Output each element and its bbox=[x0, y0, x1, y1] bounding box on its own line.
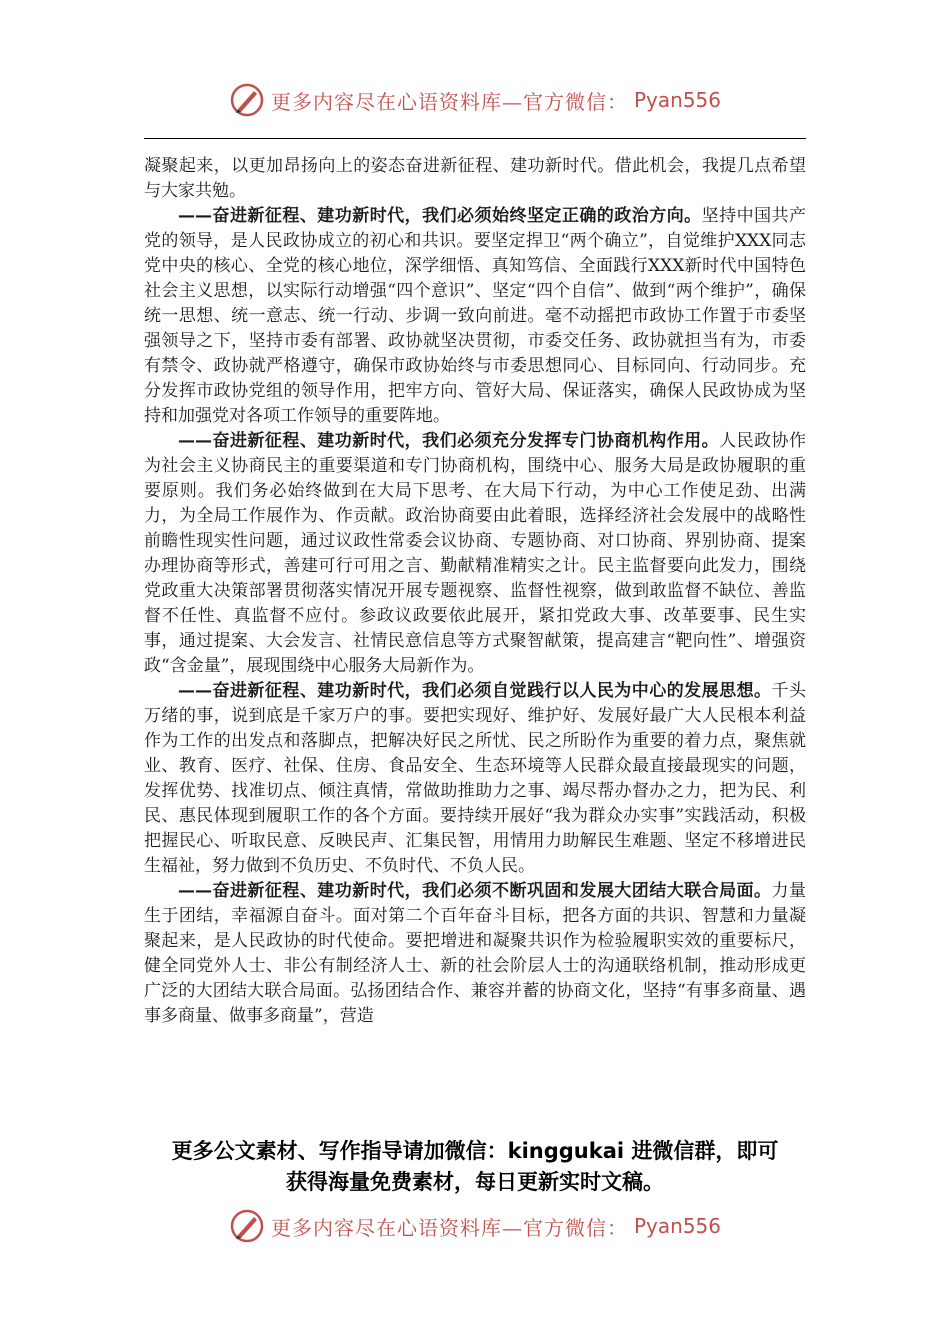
paragraph-heading: ——奋进新征程、建功新时代，我们必须不断巩固和发展大团结大联合局面。 bbox=[178, 881, 772, 901]
paragraph-body: 坚持中国共产党的领导，是人民政协成立的初心和共识。要坚定捍卫“两个确立”，自觉维护XXX同志党中央的核心、全党的核心地位，深学细悟、真知笃信、全面践行XXX新时代中国特色社会主义思想，以实际行动增强“四个意识”、坚定“四个自信”、做到“两个维护”，确保统一思想、统一意志、统一行动、步调一致向前进。毫不动摇把市政协工作置于市委坚强领导之下，坚持市委有部署、政协就坚决贯彻，市委交任务、政协就担当有为，市委有禁令、政协就严格遵守，确保市政协始终与市委思想同心、目标同向、行动同步。充分发挥市政协党组的领导作用，把牢方向、管好大局、保证落实，确保人民政协成为坚持和加强党对各项工作领导的重要阵地。 bbox=[144, 206, 807, 426]
header-divider bbox=[144, 138, 806, 139]
paragraph-heading: ——奋进新征程、建功新时代，我们必须充分发挥专门协商机构作用。 bbox=[178, 431, 720, 451]
header-banner bbox=[0, 82, 950, 118]
paragraph-political-direction bbox=[144, 204, 806, 429]
pen-logo-icon bbox=[229, 82, 265, 118]
paragraph-body: 力量生于团结，幸福源自奋斗。面对第二个百年奋斗目标，把各方面的共识、智慧和力量凝聚起来，是人民政协的时代使命。要把增进和凝聚共识作为检验履职实效的重要标尺，健全同党外人士、非公有制经济人士、新的社会阶层人士的沟通联络机制，推动形成更广泛的大团结大联合局面。弘扬团结合作、兼容并蓄的协商文化，坚持“有事多商量、遇事多商量、做事多商量”，营造 bbox=[144, 881, 807, 1026]
paragraph-body: 人民政协作为社会主义协商民主的重要渠道和专门协商机构，围绕中心、服务大局是政协履职的重要原则。我们务必始终做到在大局下思考、在大局下行动，为中心工作使足劲、出满力，为全局工作展作为、作贡献。政治协商要由此着眼，选择经济社会发展中的战略性前瞻性现实性问题，通过议政性常委会议协商、专题协商、对口协商、界别协商、提案办理协商等形式，善建可行可用之言、勤献精准精实之计。民主监督要向此发力，围绕党政重大决策部署贯彻落实情况开展专题视察、监督性视察，做到敢监督不缺位、善监督不任性、真监督不应付。参政议政要依此展开，紧扣党政大事、改革要事、民生实事，通过提案、大会发言、社情民意信息等方式聚智献策，提高建言“靶向性”、增强资政“含金量”，展现围绕中心服务大局新作为。 bbox=[144, 431, 807, 676]
paragraph-body: 凝聚起来，以更加昂扬向上的姿态奋进新征程、建功新时代。借此机会，我提几点希望与大家共勉。 bbox=[144, 156, 806, 201]
footer-wechat-id: Pyan556 bbox=[633, 1214, 721, 1238]
paragraph-great-unity bbox=[144, 879, 806, 1029]
document-body bbox=[144, 154, 806, 1029]
footer-banner bbox=[0, 1208, 950, 1244]
paragraph-consultation-role bbox=[144, 429, 806, 679]
pen-logo-icon bbox=[229, 1208, 265, 1244]
header-banner-text: 更多内容尽在心语资料库—官方微信： bbox=[270, 89, 628, 114]
paragraph-heading: ——奋进新征程、建功新时代，我们必须始终坚定正确的政治方向。 bbox=[178, 206, 702, 226]
paragraph-heading: ——奋进新征程、建功新时代，我们必须自觉践行以人民为中心的发展思想。 bbox=[178, 681, 772, 701]
paragraph-people-centered bbox=[144, 679, 806, 879]
promo-note bbox=[144, 1136, 806, 1198]
footer-banner-text: 更多内容尽在心语资料库—官方微信： bbox=[270, 1215, 628, 1240]
paragraph-continuation bbox=[144, 154, 806, 204]
promo-line-1: 更多公文素材、写作指导请加微信：kinggukai 进微信群，即可 bbox=[171, 1139, 779, 1163]
paragraph-body: 千头万绪的事，说到底是千家万户的事。要把实现好、维护好、发展好最广大人民根本利益作为工作的出发点和落脚点，把解决好民之所忧、民之所盼作为重要的着力点，聚焦就业、教育、医疗、社保、住房、食品安全、生态环境等人民群众最直接最现实的问题，发挥优势、找准切点、倾注真情，常做助推助力之事、竭尽帮办督办之力，把为民、利民、惠民体现到履职工作的各个方面。要持续开展好“我为群众办实事”实践活动，积极把握民心、听取民意、反映民声、汇集民智，用情用力助解民生难题、坚定不移增进民生福祉，努力做到不负历史、不负时代、不负人民。 bbox=[144, 681, 807, 876]
promo-line-2: 获得海量免费素材，每日更新实时文稿。 bbox=[286, 1170, 664, 1194]
header-wechat-id: Pyan556 bbox=[633, 88, 721, 112]
